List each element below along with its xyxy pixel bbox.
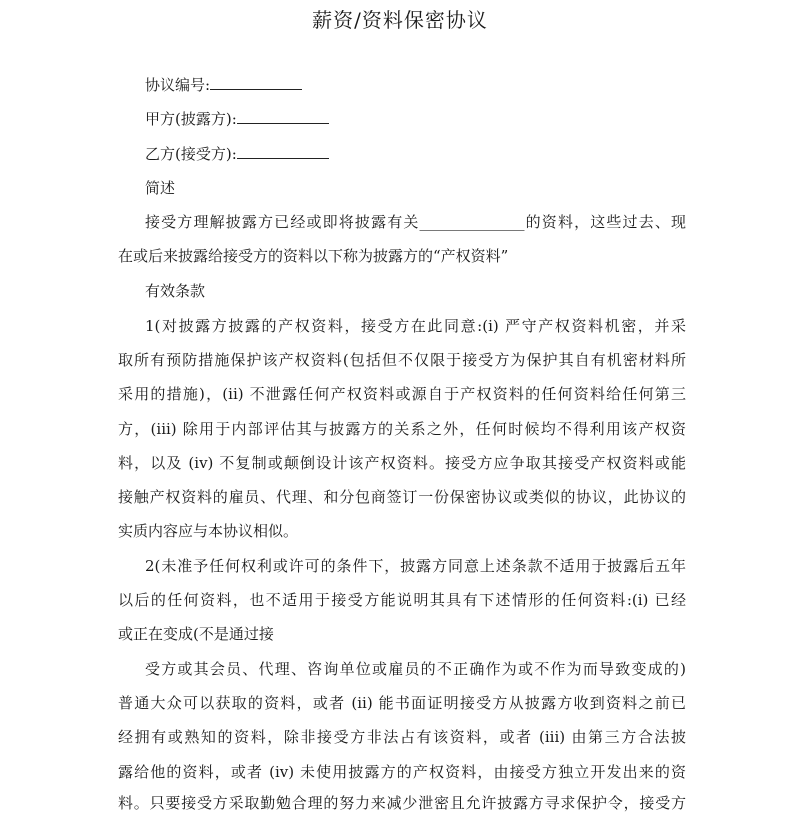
clause-2-cont-line: 料。只要接受方采取勤勉合理的努力来减少泄密且允许披露方寻求保护令，接受方 bbox=[118, 794, 686, 812]
party-a-field bbox=[145, 109, 329, 129]
clause-2-cont-line: 经拥有或熟知的资料，除非接受方非法占有该资料，或者 (iii) 由第三方合法披 bbox=[118, 728, 686, 746]
document-title: 薪资/资料保密协议 bbox=[312, 8, 488, 32]
clause-1-line: 取所有预防措施保护该产权资料(包括但不仅限于接受方为保护其自有机密材料所 bbox=[118, 351, 686, 369]
agreement-number-label: 协议编号: bbox=[145, 76, 211, 94]
clause-1-line: 方，(iii) 除用于内部评估其与披露方的关系之外，任何时候均不得利用该产权资 bbox=[118, 420, 686, 438]
section-clauses-heading: 有效条款 bbox=[145, 282, 206, 300]
clause-1-line: 1(对披露方披露的产权资料，接受方在此同意:(i) 严守产权资料机密，并采 bbox=[145, 317, 686, 335]
party-b-field bbox=[145, 144, 329, 164]
clause-2-line: 以后的任何资料，也不适用于接受方能说明其具有下述情形的任何资料:(i) 已经 bbox=[118, 591, 686, 609]
party-a-label: 甲方(披露方): bbox=[145, 110, 237, 128]
clause-2-cont-line: 普通大众可以获取的资料，或者 (ii) 能书面证明接受方从披露方收到资料之前已 bbox=[118, 694, 686, 712]
section-summary-heading: 简述 bbox=[145, 179, 176, 197]
party-b-label: 乙方(接受方): bbox=[145, 145, 237, 163]
summary-line: 接受方理解披露方已经或即将披露有关______________的资料，这些过去、现 bbox=[145, 213, 686, 231]
clause-1-line: 料，以及 (iv) 不复制或颠倒设计该产权资料。接受方应争取其接受产权资料或能 bbox=[118, 454, 686, 472]
clause-1-line: 实质内容应与本协议相似。 bbox=[118, 522, 299, 540]
clause-2-line: 或正在变成(不是通过接 bbox=[118, 625, 274, 643]
party-b-blank bbox=[237, 144, 329, 159]
agreement-number-field bbox=[145, 75, 302, 95]
clause-1-line: 接触产权资料的雇员、代理、和分包商签订一份保密协议或类似的协议，此协议的 bbox=[118, 488, 686, 506]
clause-2-cont-line: 受方或其会员、代理、咨询单位或雇员的不正确作为或不作为而导致变成的) bbox=[145, 660, 686, 678]
clause-1-line: 采用的措施)，(ii) 不泄露任何产权资料或源自于产权资料的任何资料给任何第三 bbox=[118, 385, 686, 403]
party-a-blank bbox=[237, 109, 329, 124]
agreement-number-blank bbox=[210, 75, 302, 90]
clause-2-line: 2(未准予任何权利或许可的条件下，披露方同意上述条款不适用于披露后五年 bbox=[145, 557, 686, 575]
clause-2-cont-line: 露给他的资料，或者 (iv) 未使用披露方的产权资料，由接受方独立开发出来的资 bbox=[118, 763, 686, 781]
summary-line: 在或后来披露给接受方的资料以下称为披露方的“产权资料” bbox=[118, 247, 509, 265]
